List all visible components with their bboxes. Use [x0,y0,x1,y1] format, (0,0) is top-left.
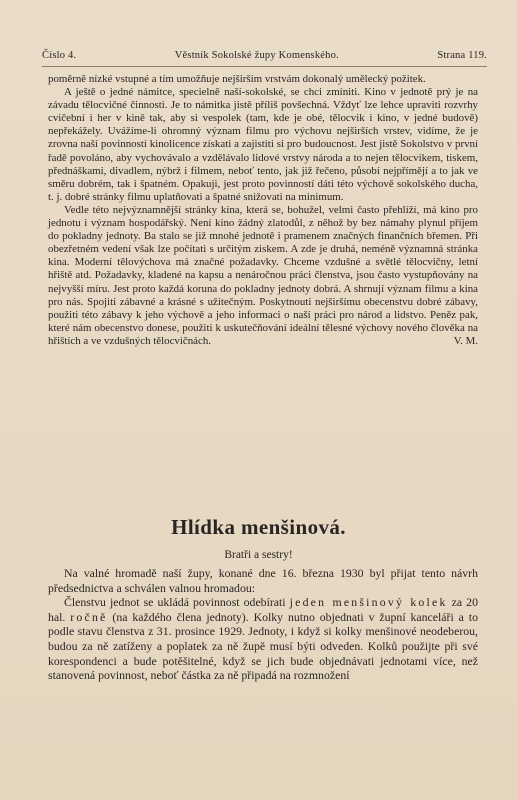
section-body [48,566,478,683]
article-body [48,73,478,348]
paragraph: A ještě o jedné námitce, specielně naší-sokolské, se chci zmíniti. Kino v jednotě prý je na závadu tělocvičné činnosti. Je to námitka jistě příliš povšechná. Vždyť lze lehce upraviti rozvrhy cvičební i her v kině tak, aby si vespolek (tam, kde je obé, tělocvik i kino, v jedné budově) nepřekážely. Uvážíme-li ohromný význam filmu pro výchovu nejširších vrstev, vidíme, že je zrovna naší povinností kinolicence získati a zajistiti si pro budoucnost. Jest jistě Sokolstvo v první řadě povoláno, aby vychovávalo a vzdělávalo lidové vrstvy národa a to nejen tělocvikem, tiskem, přednáškami, divadlem, nýbrž i filmem, neboť tento, jak již řečeno, působí nejpřímějí a to jak ve směru dobrém, tak i špatném. Opakuji, jest proto povinností dáti této výchově sokolského ducha, t. j. dobré stránky filmu uplatňovati a špatné snižovati na minimum. [48,86,478,203]
spaced-emphasis: jeden menšinový kolek [289,595,448,610]
paragraph-with-signature [48,204,478,348]
signature: V. M. [453,334,478,347]
issue-number: Číslo 4. [42,50,77,61]
paragraph: Na valné hromadě naší župy, konané dne 16. března 1930 byl přijat tento návrh předsednictva a schválen valnou hromadou: [48,566,478,595]
section-title: Hlídka menšinová. [171,515,346,539]
journal-title: Věstník Sokolské župy Komenského. [174,50,339,61]
text-run: (na každého člena jednoty). Kolky nutno objednati v župní kanceláři a to podle stavu členstva z 31. prosince 1929. Jednoty, i když si kolky menšinové neodeberou, budou za ně zatíženy a poplatek za ně župě musí býti odveden. Kolků použijte při své korespondenci a bude potěšitelné, když se jich bude objednávati jednotami více, než stanovená povinnost, neboť částka za ně připadá na rozmnožení [48,609,478,683]
page-number: Strana 119. [437,50,487,61]
spaced-emphasis: ročně [70,609,108,624]
text-run: Členstvu jednot se ukládá povinnost odebírati [64,595,290,610]
paragraph: Vedle této nejvýznamnější stránky kina, která se, bohužel, velmi často přehlíží, má kino pro jednotu i význam hospodářský. Není kino žádný zlatodůl, z něhož by bez námahy plynul příjem do pokladny jednoty. Ba stalo se již mnohé jednotě i pramenem značných finančních břemen. Při obezřetném vedení však lze počítati s určitým ziskem. A zde je druhá, neméně významná stránka kina. Moderní tělovýchova má značné požadavky. Chceme vzdušné a světlé tělocvičny, letní hřiště atd. Požadavky, kladené na kapsu a nenáročnou práci členstva, jsou často vystupňovány na nejvyšší míru. Jest proto každá koruna do pokladny jednoty dobrá. A shrnují význam filmu a kina pro nás. Spojiti zábavné a krásné s užitečným. Poskytnouti nejširšímu obecenstvu dobré zábavy, použiti této zábavy k jeho výchově a jeho informaci o naší práci pro národ a lidstvo. Peněz pak, které nám obecenstvo donese, použiti k uskutečňování ideální tělesné výchovy nového člověka na hřištích a ve vzdušných tělocvičnách. [48,203,478,347]
running-header [42,50,487,61]
greeting: Bratři a sestry! [224,549,293,561]
header-rule [42,66,487,67]
paragraph: poměrně nízké vstupné a tím umožňuje nejširším vrstvám dokonalý umělecký požitek. [48,73,426,85]
text-run: za 20 hal. [48,595,478,624]
paragraph-resolution [48,595,478,683]
